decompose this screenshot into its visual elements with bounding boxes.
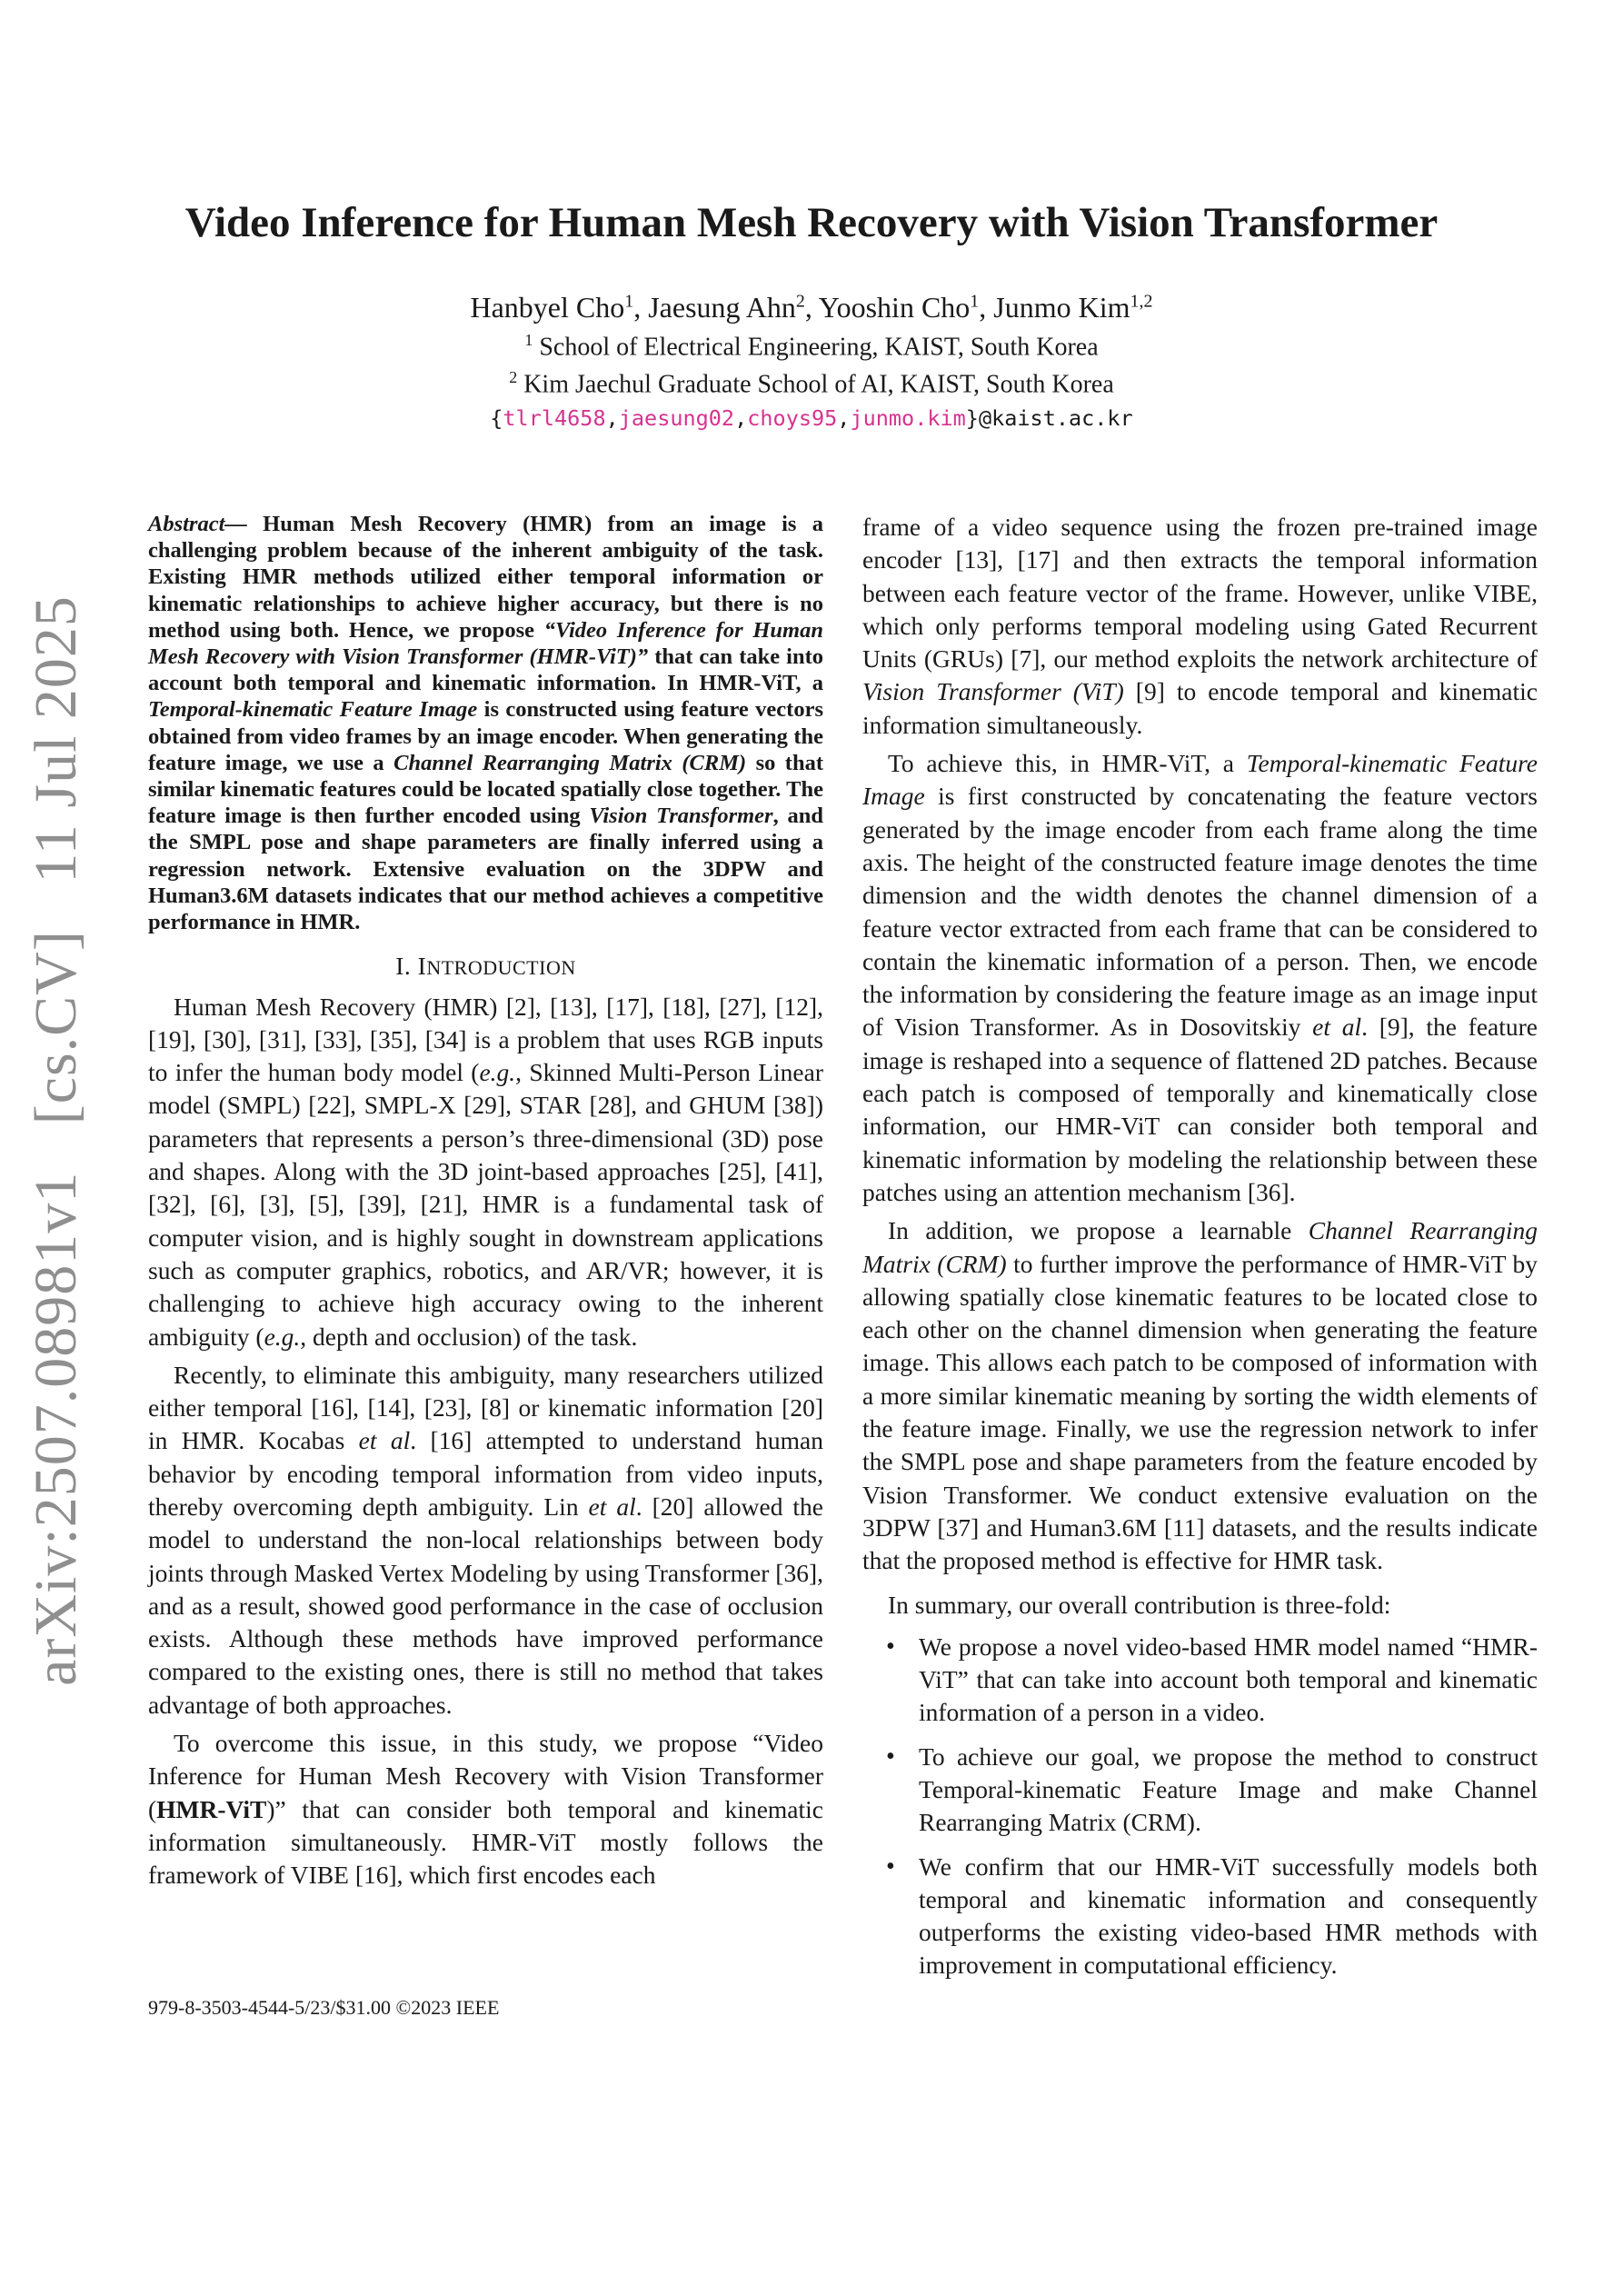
paper-title: Video Inference for Human Mesh Recovery with Vision Transformer <box>184 199 1439 246</box>
arxiv-category: [cs.CV] <box>23 930 89 1125</box>
email-link[interactable]: choys95 <box>747 405 838 431</box>
author: Junmo Kim$^{1,2}$ <box>993 291 1153 324</box>
author: Hanbyel Cho$^1$, <box>470 291 649 324</box>
intro-paragraph-1: Human Mesh Recovery (HMR) [2], [13], [17], [18], [27], [12], [19], [30], [31], [33], [35], [34] is a problem that uses RGB inputs to infer the human body model (e.g., Skinned Multi-Person Linear model (SMPL) [22], SMPL-X [29], STAR [28], and GHUM [38]) parameters that represents a person’s three-dimensional (3D) pose and shapes. Along with the 3D joint-based approaches [25], [41], [32], [6], [3], [5], [39], [21], HMR is a fundamental task of computer vision, and is highly sought in downstream applications such as computer graphics, robotics, and AR/VR; however, it is challenging to achieve high accuracy owing to the inherent ambiguity (e.g., depth and occlusion) of the task. <box>148 992 823 1351</box>
author: Yooshin Cho$^1$, <box>818 291 994 324</box>
body-paragraph-crm: In addition, we propose a learnable Channel Rearranging Matrix (CRM) to further improve the performance of HMR-ViT by allowing spatially close kinematic features to be located close to each other on the channel dimension when generating the feature image. This allows each patch to be composed of information with a more similar kinematic meaning by sorting the width elements of the feature image. Finally, we use the regression network to infer the SMPL pose and shape parameters from the feature encoded by Vision Transformer. We conduct extensive evaluation on the 3DPW [37] and Human3.6M [11] datasets, and the results indicate that the proposed method is effective for HMR task. <box>862 1216 1538 1575</box>
email-link[interactable]: junmo.kim <box>850 405 966 431</box>
contribution-item: • We propose a novel video-based HMR model named “HMR-ViT” that can take into account both temporal and kinematic information of a person in a video. <box>919 1631 1538 1730</box>
arxiv-date: 11 Jul 2025 <box>23 595 89 883</box>
affiliation-2: $^2$ Kim Jaechul Graduate School of AI, KAIST, South Korea <box>509 368 1114 399</box>
contribution-item: • To achieve our goal, we propose the method to construct Temporal-kinematic Feature Image and make Channel Rearranging Matrix (CRM). <box>919 1741 1538 1840</box>
copyright-notice: 979-8-3503-4544-5/23/$31.00 ©2023 IEEE <box>148 1996 500 2019</box>
left-column <box>148 511 823 1892</box>
abstract: Abstract— Human Mesh Recovery (HMR) from an image is a challenging problem because of the inherent ambiguity of the task. Existing HMR methods utilized either temporal information or kinematic relationships to achieve higher accuracy, but there is no method using both. Hence, we propose “Video Inference for Human Mesh Recovery with Vision Transformer (HMR-ViT)” that can take into account both temporal and kinematic information. In HMR-ViT, a Temporal-kinematic Feature Image is constructed using feature vectors obtained from video frames by an image encoder. When generating the feature image, we use a Channel Rearranging Matrix (CRM) so that similar kinematic features could be located spatially close together. The feature image is then further encoded using Vision Transformer, and the SMPL pose and shape parameters are finally inferred using a regression network. Extensive evaluation on the 3DPW and Human3.6M datasets indicates that our method achieves a competitive performance in HMR. <box>148 512 823 935</box>
intro-paragraph-2: Recently, to eliminate this ambiguity, many researchers utilized either temporal [16], [14], [23], [8] or kinematic information [20] in HMR. Kocabas et al. [16] attempted to understand human behavior by encoding temporal information from video inputs, thereby overcoming depth ambiguity. Lin et al. [20] allowed the model to understand the non-local relationships between body joints through Masked Vertex Modeling by using Transformer [36], and as a result, showed good performance in the case of occlusion exists. Although these methods have improved performance compared to the existing ones, there is still no method that takes advantage of both approaches. <box>148 1360 824 1719</box>
body-paragraph-continued: frame of a video sequence using the frozen pre-trained image encoder [13], [17] and then extracts the temporal information between each feature vector of the frame. However, unlike VIBE, which only performs temporal modeling using Gated Recurrent Units (GRUs) [7], our method exploits the network architecture of Vision Transformer (ViT) [9] to encode temporal and kinematic information simultaneously. <box>862 513 1538 739</box>
author-emails: {tlrl4658,jaesung02,choys95,junmo.kim}@kaist.ac.kr <box>490 405 1133 431</box>
email-link[interactable]: tlrl4658 <box>503 405 606 431</box>
contribution-item: • We confirm that our HMR-ViT successfully models both temporal and kinematic information and consequently outperforms the existing video-based HMR methods with improvement in computational efficiency. <box>919 1851 1538 1982</box>
arxiv-identifier-stamp <box>22 595 91 1686</box>
email-link[interactable]: jaesung02 <box>618 405 735 431</box>
contribution-list <box>862 1631 1538 1982</box>
arxiv-id: arXiv:2507.08981v1 <box>23 1171 89 1686</box>
author-list <box>0 291 1623 324</box>
author: Jaesung Ahn$^2$, <box>648 291 819 324</box>
body-paragraph-feature-image: To achieve this, in HMR-ViT, a Temporal-kinematic Feature Image is first constructed by concatenating the feature vectors generated by the image encoder from each frame along the time axis. The height of the constructed feature image denotes the time dimension and the width denotes the channel dimension of a feature vector extracted from each frame that can be considered to contain the kinematic information of a person. Then, we encode the information by considering the feature image as an image input of Vision Transformer. As in Dosovitskiy et al. [9], the feature image is reshaped into a sequence of flattened 2D patches. Because each patch is composed of temporally and kinematically close information, our HMR-ViT can consider both temporal and kinematic information by modeling the relationship between these patches using an attention mechanism [36]. <box>862 749 1538 1206</box>
section-heading-introduction: I. INTRODUCTION <box>395 952 576 981</box>
abstract-label: Abstract— <box>148 512 247 536</box>
contribution-summary: In summary, our overall contribution is three-fold: <box>888 1590 1391 1619</box>
affiliation-1: $^1$ School of Electrical Engineering, KAIST, South Korea <box>524 331 1099 362</box>
right-column <box>862 511 1538 1993</box>
intro-paragraph-3: To overcome this issue, in this study, we propose “Video Inference for Human Mesh Recovery with Vision Transformer (HMR-ViT)” that can consider both temporal and kinematic information simultaneously. HMR-ViT mostly follows the framework of VIBE [16], which first encodes each <box>148 1729 823 1890</box>
